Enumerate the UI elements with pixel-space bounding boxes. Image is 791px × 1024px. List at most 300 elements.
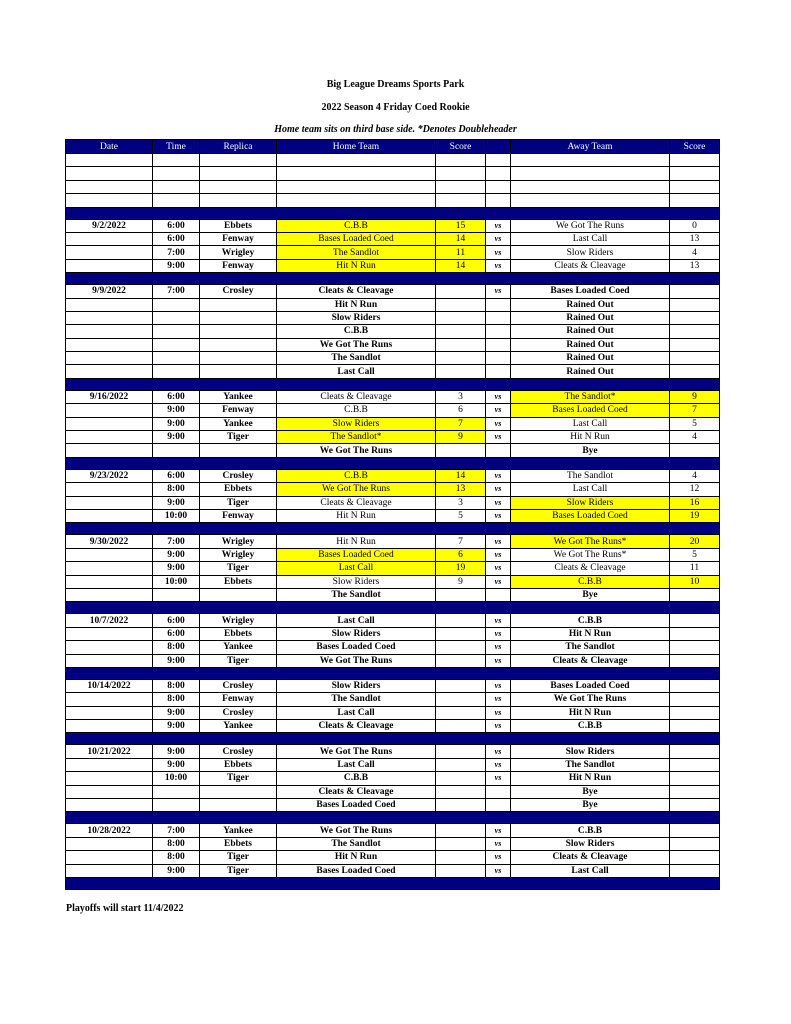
away-team-cell: Last Call [511,232,670,245]
home-team-cell: C.B.B [277,772,436,785]
table-row [66,575,720,588]
away-score-cell: 13 [670,232,720,245]
away-score-cell [670,679,720,692]
date-cell [66,496,153,509]
away-team-cell: Bases Loaded Coed [511,509,670,522]
away-score-cell: 11 [670,562,720,575]
date-cell [66,548,153,561]
time-cell: 9:00 [153,417,200,430]
away-score-cell [670,444,720,457]
column-header-replica: Replica [200,140,277,154]
separator-bar [66,667,720,679]
date-cell: 10/7/2022 [66,614,153,627]
home-team-cell: Hit N Run [277,535,436,548]
away-score-cell [670,311,720,324]
replica-cell [200,799,277,812]
away-score-cell [670,194,720,207]
home-team-cell: Last Call [277,365,436,378]
home-score-cell [436,352,486,365]
time-cell: 9:00 [153,758,200,771]
table-row [66,325,720,338]
time-cell: 9:00 [153,654,200,667]
away-score-cell: 5 [670,548,720,561]
week-separator-row [66,877,720,889]
away-team-cell: Cleats & Cleavage [511,562,670,575]
away-score-cell [670,167,720,180]
table-row [66,338,720,351]
table-row [66,509,720,522]
vs-cell [486,180,511,193]
table-row [66,298,720,311]
date-cell: 9/30/2022 [66,535,153,548]
away-score-cell: 13 [670,259,720,272]
home-score-cell [436,167,486,180]
replica-cell [200,325,277,338]
away-team-cell [511,180,670,193]
table-row [66,720,720,733]
away-team-cell: Rained Out [511,352,670,365]
vs-cell [486,588,511,601]
replica-cell [200,311,277,324]
replica-cell [200,338,277,351]
date-cell [66,654,153,667]
replica-cell: Crosley [200,285,277,298]
away-score-cell: 4 [670,469,720,482]
replica-cell: Wrigley [200,614,277,627]
away-team-cell: Bases Loaded Coed [511,404,670,417]
week-separator-row [66,812,720,824]
date-cell [66,758,153,771]
table-row [66,469,720,482]
vs-cell: vs [486,745,511,758]
time-cell: 10:00 [153,509,200,522]
home-team-cell: We Got The Runs [277,483,436,496]
time-cell [153,365,200,378]
table-row [66,864,720,877]
home-team-cell: Bases Loaded Coed [277,864,436,877]
separator-bar [66,877,720,889]
table-row [66,444,720,457]
vs-cell: vs [486,469,511,482]
home-score-cell [436,864,486,877]
home-score-cell [436,641,486,654]
date-cell [66,509,153,522]
date-cell [66,338,153,351]
home-team-cell: Cleats & Cleavage [277,496,436,509]
home-score-cell [436,654,486,667]
home-score-cell: 14 [436,469,486,482]
vs-cell: vs [486,259,511,272]
home-score-cell [436,285,486,298]
column-header-vs [486,140,511,154]
home-team-cell: Bases Loaded Coed [277,641,436,654]
away-score-cell [670,693,720,706]
table-row [66,417,720,430]
home-score-cell [436,679,486,692]
table-row [66,837,720,850]
time-cell [153,194,200,207]
home-team-cell: The Sandlot [277,246,436,259]
away-team-cell: Rained Out [511,365,670,378]
vs-cell [486,194,511,207]
time-cell: 6:00 [153,627,200,640]
table-row [66,614,720,627]
home-team-cell: Slow Riders [277,311,436,324]
away-team-cell: Cleats & Cleavage [511,851,670,864]
replica-cell [200,180,277,193]
date-cell [66,325,153,338]
away-score-cell [670,180,720,193]
time-cell: 9:00 [153,259,200,272]
home-team-cell: Last Call [277,758,436,771]
date-cell: 9/23/2022 [66,469,153,482]
vs-cell: vs [486,390,511,403]
away-score-cell [670,285,720,298]
separator-bar [66,273,720,285]
home-team-cell: Slow Riders [277,627,436,640]
replica-cell: Crosley [200,469,277,482]
date-cell [66,259,153,272]
home-score-cell [436,745,486,758]
table-row [66,246,720,259]
table-row [66,745,720,758]
away-score-cell: 16 [670,496,720,509]
away-team-cell: Last Call [511,417,670,430]
replica-cell: Wrigley [200,246,277,259]
home-score-cell: 14 [436,259,486,272]
home-team-cell: Slow Riders [277,679,436,692]
vs-cell: vs [486,483,511,496]
replica-cell: Yankee [200,641,277,654]
separator-bar [66,523,720,535]
date-cell [66,194,153,207]
column-header-away-score: Score [670,140,720,154]
home-score-cell [436,311,486,324]
page-title: Big League Dreams Sports Park [326,79,465,90]
home-score-cell [436,614,486,627]
separator-bar [66,457,720,469]
time-cell: 8:00 [153,641,200,654]
home-team-cell: Bases Loaded Coed [277,548,436,561]
table-row [66,693,720,706]
replica-cell: Crosley [200,745,277,758]
schedule-table [65,139,720,890]
table-row [66,627,720,640]
week-separator-row [66,733,720,745]
replica-cell: Tiger [200,654,277,667]
away-score-cell: 7 [670,404,720,417]
schedule-body [66,154,720,890]
vs-cell [486,311,511,324]
time-cell [153,338,200,351]
home-team-cell: We Got The Runs [277,338,436,351]
home-team-cell: Cleats & Cleavage [277,720,436,733]
table-row [66,194,720,207]
away-team-cell: Rained Out [511,325,670,338]
separator-bar [66,733,720,745]
table-row [66,180,720,193]
home-score-cell [436,785,486,798]
vs-cell [486,365,511,378]
vs-cell: vs [486,772,511,785]
vs-cell: vs [486,575,511,588]
away-team-cell: Cleats & Cleavage [511,654,670,667]
home-score-cell [436,706,486,719]
away-score-cell [670,785,720,798]
away-score-cell [670,799,720,812]
time-cell [153,444,200,457]
home-score-cell [436,154,486,167]
away-team-cell: Cleats & Cleavage [511,259,670,272]
away-team-cell: Slow Riders [511,837,670,850]
date-cell [66,627,153,640]
replica-cell [200,785,277,798]
table-row [66,562,720,575]
week-separator-row [66,378,720,390]
home-team-cell: Hit N Run [277,851,436,864]
time-cell [153,325,200,338]
home-score-cell: 6 [436,548,486,561]
away-score-cell [670,706,720,719]
home-team-cell [277,167,436,180]
home-score-cell [436,338,486,351]
time-cell: 6:00 [153,232,200,245]
date-cell [66,311,153,324]
replica-cell: Tiger [200,496,277,509]
away-score-cell [670,627,720,640]
time-cell: 7:00 [153,285,200,298]
away-score-cell: 4 [670,246,720,259]
home-team-cell: Last Call [277,614,436,627]
home-team-cell: The Sandlot* [277,431,436,444]
home-team-cell: Cleats & Cleavage [277,785,436,798]
replica-cell: Ebbets [200,758,277,771]
vs-cell: vs [486,864,511,877]
table-row [66,496,720,509]
replica-cell [200,588,277,601]
time-cell: 9:00 [153,706,200,719]
table-row [66,548,720,561]
table-row [66,851,720,864]
table-row [66,799,720,812]
away-score-cell [670,772,720,785]
away-team-cell: C.B.B [511,614,670,627]
date-cell [66,298,153,311]
away-score-cell [670,338,720,351]
table-row [66,167,720,180]
vs-cell [486,444,511,457]
date-cell: 10/14/2022 [66,679,153,692]
vs-cell: vs [486,654,511,667]
away-team-cell: Last Call [511,864,670,877]
home-score-cell [436,837,486,850]
away-score-cell [670,824,720,837]
home-score-cell [436,194,486,207]
away-team-cell [511,167,670,180]
replica-cell: Ebbets [200,483,277,496]
time-cell [153,180,200,193]
home-score-cell: 7 [436,535,486,548]
home-team-cell: C.B.B [277,325,436,338]
table-row [66,483,720,496]
away-team-cell: Slow Riders [511,745,670,758]
date-cell [66,693,153,706]
away-team-cell: C.B.B [511,720,670,733]
home-score-cell: 3 [436,390,486,403]
home-score-cell [436,325,486,338]
time-cell: 6:00 [153,614,200,627]
vs-cell: vs [486,693,511,706]
table-row [66,588,720,601]
replica-cell: Fenway [200,259,277,272]
table-row [66,535,720,548]
week-separator-row [66,457,720,469]
date-cell [66,365,153,378]
replica-cell: Tiger [200,772,277,785]
away-score-cell [670,837,720,850]
away-score-cell: 20 [670,535,720,548]
time-cell: 6:00 [153,469,200,482]
away-score-cell: 19 [670,509,720,522]
home-team-cell: Slow Riders [277,575,436,588]
away-team-cell: The Sandlot [511,641,670,654]
home-score-cell [436,588,486,601]
week-separator-row [66,602,720,614]
date-cell [66,404,153,417]
away-score-cell: 0 [670,219,720,232]
date-cell: 10/28/2022 [66,824,153,837]
home-score-cell [436,444,486,457]
home-score-cell: 7 [436,417,486,430]
vs-cell: vs [486,548,511,561]
away-score-cell [670,588,720,601]
vs-cell: vs [486,720,511,733]
home-score-cell: 14 [436,232,486,245]
table-row [66,824,720,837]
table-row [66,785,720,798]
home-score-cell: 3 [436,496,486,509]
away-team-cell: Bye [511,588,670,601]
date-cell: 10/21/2022 [66,745,153,758]
replica-cell: Ebbets [200,837,277,850]
time-cell [153,154,200,167]
vs-cell: vs [486,431,511,444]
time-cell [153,785,200,798]
replica-cell [200,444,277,457]
vs-cell: vs [486,706,511,719]
time-cell: 8:00 [153,851,200,864]
away-score-cell [670,614,720,627]
column-header-away-team: Away Team [511,140,670,154]
table-row [66,232,720,245]
home-team-cell: The Sandlot [277,352,436,365]
away-score-cell: 4 [670,431,720,444]
date-cell [66,851,153,864]
home-score-cell [436,772,486,785]
replica-cell [200,167,277,180]
table-row [66,259,720,272]
away-team-cell: We Got The Runs* [511,535,670,548]
vs-cell: vs [486,417,511,430]
date-cell [66,837,153,850]
away-score-cell [670,641,720,654]
vs-cell: vs [486,246,511,259]
date-cell [66,180,153,193]
table-row [66,772,720,785]
home-score-cell: 9 [436,575,486,588]
table-row [66,219,720,232]
replica-cell: Tiger [200,562,277,575]
table-row [66,431,720,444]
away-score-cell [670,758,720,771]
home-team-cell: The Sandlot [277,588,436,601]
time-cell: 9:00 [153,431,200,444]
vs-cell: vs [486,404,511,417]
vs-cell: vs [486,509,511,522]
vs-cell [486,154,511,167]
away-team-cell: Hit N Run [511,706,670,719]
date-cell [66,232,153,245]
time-cell: 9:00 [153,548,200,561]
replica-cell: Crosley [200,706,277,719]
away-team-cell: Hit N Run [511,772,670,785]
vs-cell: vs [486,641,511,654]
away-team-cell: Rained Out [511,338,670,351]
home-team-cell: We Got The Runs [277,745,436,758]
time-cell: 9:00 [153,745,200,758]
table-row [66,390,720,403]
replica-cell: Fenway [200,404,277,417]
date-cell [66,417,153,430]
away-team-cell: C.B.B [511,575,670,588]
away-score-cell [670,720,720,733]
vs-cell: vs [486,219,511,232]
vs-cell [486,799,511,812]
home-score-cell [436,180,486,193]
replica-cell [200,154,277,167]
page-subtitle: 2022 Season 4 Friday Coed Rookie [321,102,470,113]
replica-cell: Crosley [200,679,277,692]
playoffs-note: Playoffs will start 11/4/2022 [66,903,184,914]
home-score-cell [436,627,486,640]
home-team-cell: C.B.B [277,404,436,417]
date-cell [66,483,153,496]
table-row [66,654,720,667]
away-team-cell: Last Call [511,483,670,496]
away-score-cell [670,154,720,167]
time-cell: 10:00 [153,772,200,785]
replica-cell: Yankee [200,417,277,430]
date-cell: 9/9/2022 [66,285,153,298]
separator-bar [66,602,720,614]
away-score-cell [670,298,720,311]
date-cell [66,246,153,259]
home-score-cell [436,365,486,378]
home-team-cell [277,154,436,167]
table-row [66,641,720,654]
home-team-cell: Hit N Run [277,259,436,272]
column-header-home-team: Home Team [277,140,436,154]
table-row [66,352,720,365]
time-cell: 6:00 [153,390,200,403]
vs-cell [486,338,511,351]
replica-cell: Ebbets [200,219,277,232]
away-score-cell: 9 [670,390,720,403]
table-row [66,154,720,167]
home-team-cell [277,180,436,193]
replica-cell: Tiger [200,851,277,864]
home-score-cell [436,720,486,733]
